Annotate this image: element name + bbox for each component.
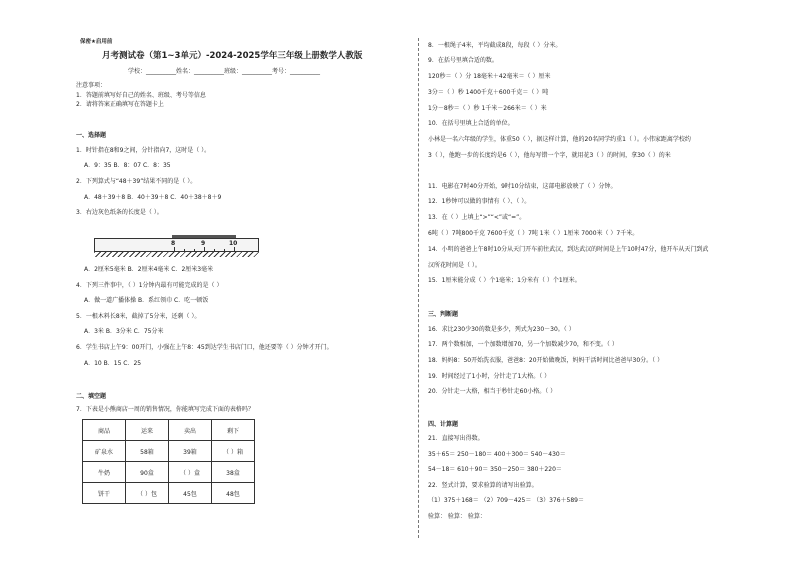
notice-item: 2．请将答案正确填写在答题卡上	[76, 101, 164, 108]
ruler-number: 10	[229, 240, 238, 247]
table-cell: 卖出	[169, 420, 212, 441]
secret-mark: 保密★启用前	[80, 39, 113, 45]
table-cell: （ ）盒	[169, 462, 212, 483]
question-options: A．3米 B．3分米 C．75分米	[84, 328, 164, 335]
table-row	[83, 441, 255, 462]
question-stem: 3．右边灰色纸条的长度是（ ）。	[76, 209, 163, 216]
question-stem: 7．下表是小熊商店一周的销售情况，你能填写完成下面的表格吗？	[76, 406, 254, 413]
table-cell: （ ）包	[126, 483, 169, 504]
table-cell: 商品	[83, 420, 126, 441]
table-cell: 48包	[212, 483, 255, 504]
column-divider	[418, 38, 419, 538]
ruler-number: 8	[171, 240, 176, 247]
text-line: 11．电影在7时40分开始，9时10分结束，这部电影放映了（ ）分钟。	[428, 183, 617, 190]
question-options: A．做一道广播体操 B．系红领巾 C．吃一顿饭	[84, 297, 209, 304]
table-row	[83, 462, 255, 483]
question-stem: 6．学生书店上午9：00开门，小强在上午8：45到达学生书店门口，他还要等（ ）分钟才开门。	[76, 344, 333, 351]
ruler-hatching	[94, 252, 259, 257]
table-row	[83, 483, 255, 504]
sales-table	[82, 419, 255, 504]
text-line: 35＋65＝ 250－180＝ 400＋300＝ 540－430＝	[428, 451, 566, 458]
ruler	[94, 238, 259, 252]
table-cell: 剩下	[212, 420, 255, 441]
table-cell: 58箱	[126, 441, 169, 462]
text-line: 9．在括号里填合适的数。	[428, 57, 498, 64]
question-stem: 1．时针指在8和9之间，分针指向7，这时是（ ）。	[76, 147, 211, 154]
ruler-number: 9	[201, 240, 206, 247]
text-line: 17．两个数相加，一个加数增加70，另一个加数减少70，和不变。（ ）	[428, 341, 618, 348]
table-cell: 运来	[126, 420, 169, 441]
question-options: A．10 B．15 C．25	[84, 360, 142, 367]
text-line: 验算： 验算： 验算：	[428, 513, 486, 520]
table-row	[83, 420, 255, 441]
table-cell: 矿泉水	[83, 441, 126, 462]
text-line: 3（ ），他跑一步的长度约是6（ ），他每写错一个字，就用花3（ ）的时间，拿30（ ）的米	[428, 152, 671, 159]
question-options: A．2厘米5毫米 B．2厘米4毫米 C．2厘米3毫米	[84, 266, 214, 273]
text-line: 21．直接写出得数。	[428, 435, 484, 442]
text-line: 1分－8秒＝（ ）秒 1千米－266米＝（ ）米	[428, 105, 547, 112]
text-line: 14．小明的爸爸上午8时10分从天门开车前往武汉，到达武汉的时间是上午10时47分，他开车从天门到武	[428, 246, 709, 253]
text-line: 12．1秒钟可以做的事情有（ ）、（ ）。	[428, 198, 531, 205]
notice-heading: 注意事项：	[76, 82, 107, 89]
text-line: 54－18＝ 610＋90＝ 350－250＝ 380＋220＝	[428, 466, 562, 473]
section-heading: 一、选择题	[76, 132, 107, 139]
table-cell: 45包	[169, 483, 212, 504]
text-line: 19．时间经过了1小时，分针走了1大格。（ ）	[428, 373, 551, 380]
text-line: 小林是一名六年级的学生，体重50（ ），据这样计算，他的20名同学约重1（ ）。小伟家距离学校约	[428, 136, 691, 143]
question-stem: 2．下列算式与“48＋39”结果不同的是（ ）。	[76, 178, 197, 185]
table-cell: 饼干	[83, 483, 126, 504]
text-line: 15．1厘米能分成（ ）个1毫米；1分米有（ ）个1厘米。	[428, 277, 581, 284]
text-line: （1）375＋168＝ （2）709－425＝ （3）376＋589＝	[428, 497, 584, 504]
text-line: 3分＝（ ）秒 1400千克＋600千克＝（ ）吨	[428, 89, 549, 96]
page-title: 月考测试卷（第1~3单元）-2024-2025学年三年级上册数学人教版	[102, 51, 363, 61]
section-heading: 三、判断题	[428, 311, 459, 318]
section-heading: 二、填空题	[76, 393, 107, 400]
text-line: 6吨（ ）7吨800千克 7600千克（ ）7吨 1米（ ）1厘米 7000米（ ）7千米。	[428, 230, 639, 237]
table-cell: （ ）箱	[212, 441, 255, 462]
notice-item: 1．答题前填写好自己的姓名、班级、考号等信息	[76, 92, 206, 99]
text-line: 18．妈妈8：50开始洗衣服，爸爸8：20开始做晚饭，妈妈干活时间比爸爸早30分。（ ）	[428, 357, 664, 364]
question-stem: 5．一根木料长8米，截掉了5分米，还剩（ ）。	[76, 313, 201, 320]
question-options: A．48＋39＋8 B．40＋39＋8 C．40＋38＋8＋9	[84, 194, 222, 201]
question-options: A．9：35 B．8：07 C．8：35	[84, 162, 171, 169]
table-cell: 38盒	[212, 462, 255, 483]
table-cell: 39箱	[169, 441, 212, 462]
student-info-line: 学校：__________姓名：__________班级：__________考号：__________	[128, 68, 321, 75]
right-column	[424, 0, 776, 562]
text-line: 16．求比230少30的数是多少，列式为230－30。（ ）	[428, 326, 575, 333]
question-stem: 4．下列三件事中，（ ）1分钟内最有可能完成的是（ ）	[76, 282, 223, 289]
section-heading: 四、计算题	[428, 421, 459, 428]
table-cell: 牛奶	[83, 462, 126, 483]
text-line: 8．一根绳子4米，平均截成8段，每段（ ）分米。	[428, 42, 562, 49]
text-line: 20．分针走一大格，相当于秒针走60小格。（ ）	[428, 388, 557, 395]
ruler-figure	[94, 231, 259, 261]
table-cell: 90盒	[126, 462, 169, 483]
text-line: 汉所花时间是（ ）。	[428, 262, 481, 269]
text-line: 120秒＝（ ）分 18毫米＋42毫米＝（ ）厘米	[428, 73, 551, 80]
text-line: 13．在（ ）上填上“>”“<”或“=”。	[428, 214, 526, 221]
text-line: 22．竖式计算，要求验算的请写出验算。	[428, 482, 538, 489]
text-line: 10．在括号里填上合适的单位。	[428, 120, 514, 127]
